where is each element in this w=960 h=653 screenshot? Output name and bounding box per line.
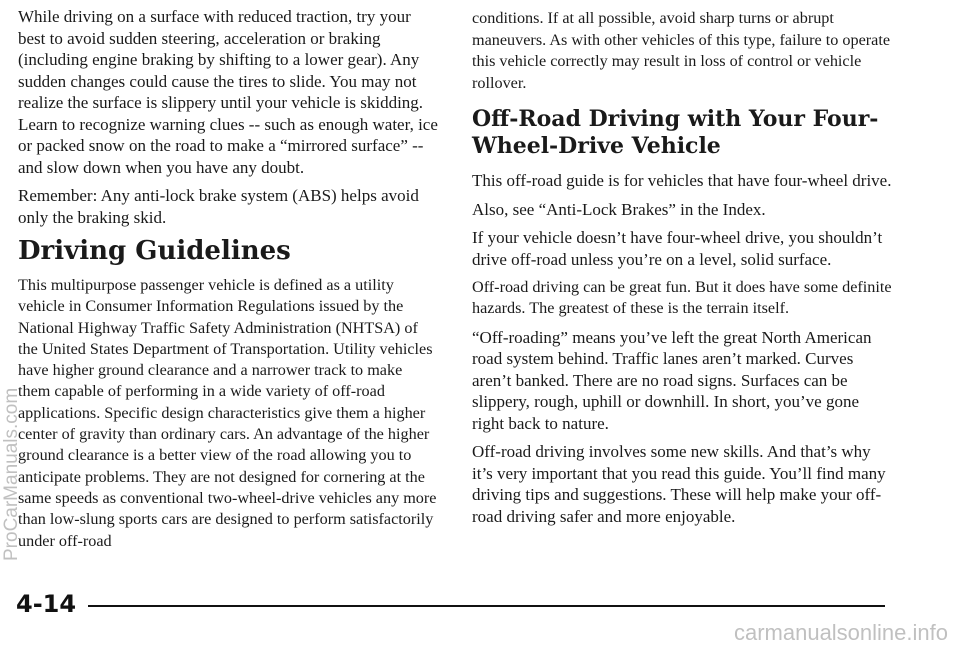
paragraph-four-wheel-guide: This off-road guide is for vehicles that have four-wheel drive. [472,171,892,190]
side-watermark: ProCarManuals.com [1,387,22,561]
footer-rule [88,605,885,607]
heading-driving-guidelines: Driving Guidelines [18,236,291,266]
bottom-watermark: carmanualsonline.info [733,620,948,645]
paragraph-no-four-wheel: If your vehicle doesn’t have four-wheel drive, you shouldn’t drive off-road unless you’re on a level, solid surface. [472,228,883,269]
paragraph-conditions: conditions. If at all possible, avoid sharp turns or abrupt maneuvers. As with other vehicles of this type, failure to operate this vehicle correctly may result in loss of control or vehicle rollover. [472,9,891,92]
paragraph-new-skills: Off-road driving involves some new skills. And that’s why it’s very important that you read this guide. You’ll find many driving tips and suggestions. These will help make your off-road driving safer and more enjoyable. [472,442,886,526]
paragraph-reduced-traction: While driving on a surface with reduced traction, try your best to avoid sudden steering, acceleration or braking (including engine braking by shifting to a lower gear). Any sudden changes could cause the tires to slide. You may not realize the surface is slippery until your vehicle is skidding. Learn to recognize warning clues -- such as enough water, ice or packed snow on the road to make a “mirrored surface” -- and slow down when you have any doubt. [18,7,438,177]
heading-off-road-driving: Off-Road Driving with Your Four-Wheel-Drive Vehicle [472,106,879,159]
page-number: 4-14 [16,590,77,618]
paragraph-see-index: Also, see “Anti-Lock Brakes” in the Index. [472,199,766,219]
paragraph-hazards: Off-road driving can be great fun. But it does have some definite hazards. The greatest of these is the terrain itself. [472,278,892,318]
right-column [472,0,892,534]
paragraph-abs-reminder: Remember: Any anti-lock brake system (ABS) helps avoid only the braking skid. [18,186,419,227]
paragraph-off-roading: “Off-roading” means you’ve left the great North American road system behind. Traffic lanes aren’t marked. Curves aren’t banked. There are no road signs. Surfaces can be slippery, rough, uphill or downhill. In short, you’ve gone right back to nature. [472,327,872,433]
paragraph-utility-vehicle: This multipurpose passenger vehicle is defined as a utility vehicle in Consumer Information Regulations issued by the National Highway Traffic Safety Administration (NHTSA) of the United States Department of Transportation. Utility vehicles have higher ground clearance and a narrower track to make them capable of performing in a wide variety of off-road applications. Specific design characteristics give them a higher center of gravity than ordinary cars. An advantage of the higher ground clearance is a better view of the road allowing you to anticipate problems. They are not designed for cornering at the same speeds as conventional two-wheel-drive vehicles any more than low-slung sports cars are designed to perform satisfactorily under off-road [18,276,437,550]
left-column [18,0,438,559]
